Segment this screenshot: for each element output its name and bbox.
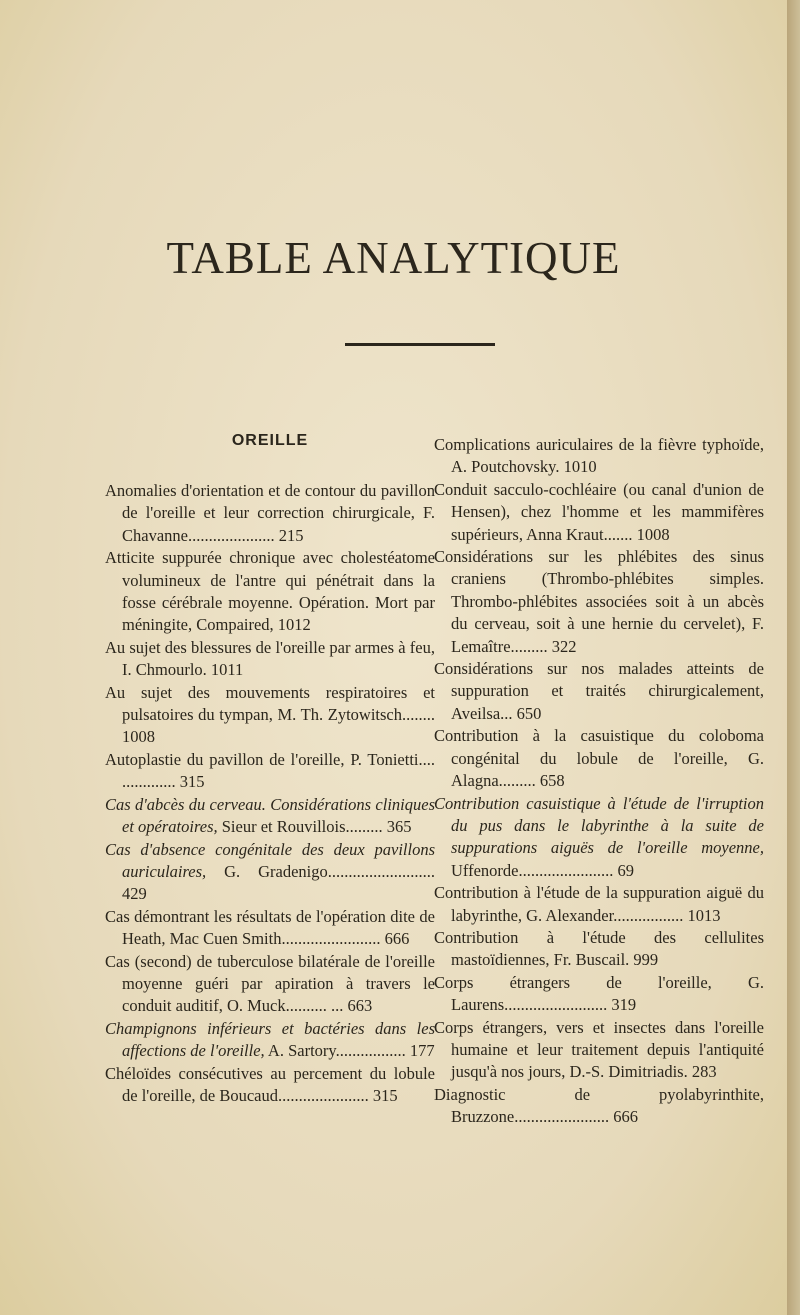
entry-text: Diagnostic de pyolabyrinthite, Bruzzone....................... 666 <box>434 1084 764 1127</box>
entry-text: A. Sartory................. 177 <box>264 1041 435 1061</box>
index-entry <box>434 1017 764 1084</box>
right-column <box>434 434 764 1129</box>
index-entry <box>434 479 764 546</box>
index-entry <box>434 882 764 927</box>
title-rule <box>345 343 495 346</box>
entry-text: Corps étrangers de l'oreille, G. Laurens......................... 319 <box>434 972 764 1015</box>
entry-text: Au sujet des mouvements respiratoires et pulsatoires du tympan, M. Th. Zytowitsch........ 1008 <box>105 682 435 747</box>
index-entry <box>105 794 435 839</box>
entry-text: Anomalies d'orientation et de contour du pavillon de l'oreille et leur correction chirurgicale, F. Chavanne..................... 215 <box>105 481 435 545</box>
entry-text: G. Gradenigo.......................... 429 <box>122 861 435 904</box>
index-entry <box>434 546 764 658</box>
index-entry <box>434 1084 764 1129</box>
entry-text: Chéloïdes consécutives au percement du lobule de l'oreille, de Boucaud...................... 315 <box>105 1063 435 1105</box>
entry-title-italic: Cas d'absence congénitale des deux pavillons auriculaires, <box>105 839 435 881</box>
index-entry <box>105 839 435 906</box>
index-entry <box>434 972 764 1017</box>
index-entry <box>105 951 435 1018</box>
left-column <box>105 430 435 1107</box>
entry-text: Autoplastie du pavillon de l'oreille, P. Tonietti.... ............. 315 <box>105 749 435 792</box>
index-entry <box>434 434 764 479</box>
index-entry <box>434 927 764 972</box>
entry-text: Contribution à la casuistique du coloboma congénital du lobule de l'oreille, G. Alagna......... 658 <box>434 726 764 791</box>
entry-text: Considérations sur les phlébites des sinus craniens (Thrombo-phlébites simples. Thrombo-phlébites associées soit à un abcès du cerveau, soit à une hernie du cervelet), F. Lemaître......... 322 <box>434 547 764 656</box>
entry-text: Cas démontrant les résultats de l'opération dite de Heath, Mac Cuen Smith........................ 666 <box>105 906 435 949</box>
page-edge <box>787 0 800 1315</box>
index-entry <box>105 682 435 749</box>
index-entry <box>434 658 764 725</box>
index-entry <box>105 1063 435 1108</box>
index-entry <box>105 480 435 547</box>
entry-title-italic: Champignons inférieurs et bactéries dans les affections de l'oreille, <box>105 1018 435 1061</box>
entry-text: Complications auriculaires de la fièvre typhoïde, A. Poutchovsky. 1010 <box>434 435 764 477</box>
entry-text: Au sujet des blessures de l'oreille par armes à feu, I. Chmourlo. 1011 <box>105 637 435 680</box>
entry-text: Corps étrangers, vers et insectes dans l'oreille humaine et leur traitement depuis l'antiquité jusqu'à nos jours, D.-S. Dimitriadis. 283 <box>434 1017 764 1082</box>
index-entry <box>105 547 435 637</box>
entry-text: Conduit sacculo-cochléaire (ou canal d'union de Hensen), chez l'homme et les mammifères supérieurs, Anna Kraut....... 1008 <box>434 479 764 544</box>
right-entry-list <box>434 434 764 1129</box>
entry-text: Considérations sur nos malades atteints de suppuration et traités chirurgicalement, Aveilsa... 650 <box>434 659 764 723</box>
index-entry <box>434 793 764 883</box>
entry-text: Contribution à l'étude des cellulites mastoïdiennes, Fr. Buscail. 999 <box>434 927 764 970</box>
index-entry <box>105 637 435 682</box>
entry-text: Atticite suppurée chronique avec cholestéatome volumineux de l'antre qui pénétrait dans la fosse cérébrale moyenne. Opération. Mort par méningite, Compaired, 1012 <box>105 548 435 635</box>
left-entry-list <box>105 480 435 1107</box>
section-heading: OREILLE <box>231 432 309 449</box>
entry-text: Sieur et Rouvillois......... 365 <box>217 817 412 837</box>
entry-text: Cas (second) de tuberculose bilatérale de l'oreille moyenne guéri par apiration à travers le conduit auditif, O. Muck.......... ... 663 <box>105 951 435 1016</box>
index-entry <box>105 906 435 951</box>
index-entry <box>105 749 435 794</box>
index-entry <box>105 1018 435 1063</box>
page-title: TABLE ANALYTIQUE <box>166 233 621 283</box>
entry-title-italic: Contribution casuistique à l'étude de l'irruption du pus dans le labyrinthe à la suite de suppurations aiguës de l'oreille moyenne, <box>434 793 764 858</box>
index-entry <box>434 725 764 792</box>
entry-text: Uffenorde....................... 69 <box>451 860 634 880</box>
entry-title-italic: Cas d'abcès du cerveau. Considérations cliniques et opératoires, <box>105 794 435 837</box>
entry-text: Contribution à l'étude de la suppuration aiguë du labyrinthe, G. Alexander................. 1013 <box>434 883 764 925</box>
